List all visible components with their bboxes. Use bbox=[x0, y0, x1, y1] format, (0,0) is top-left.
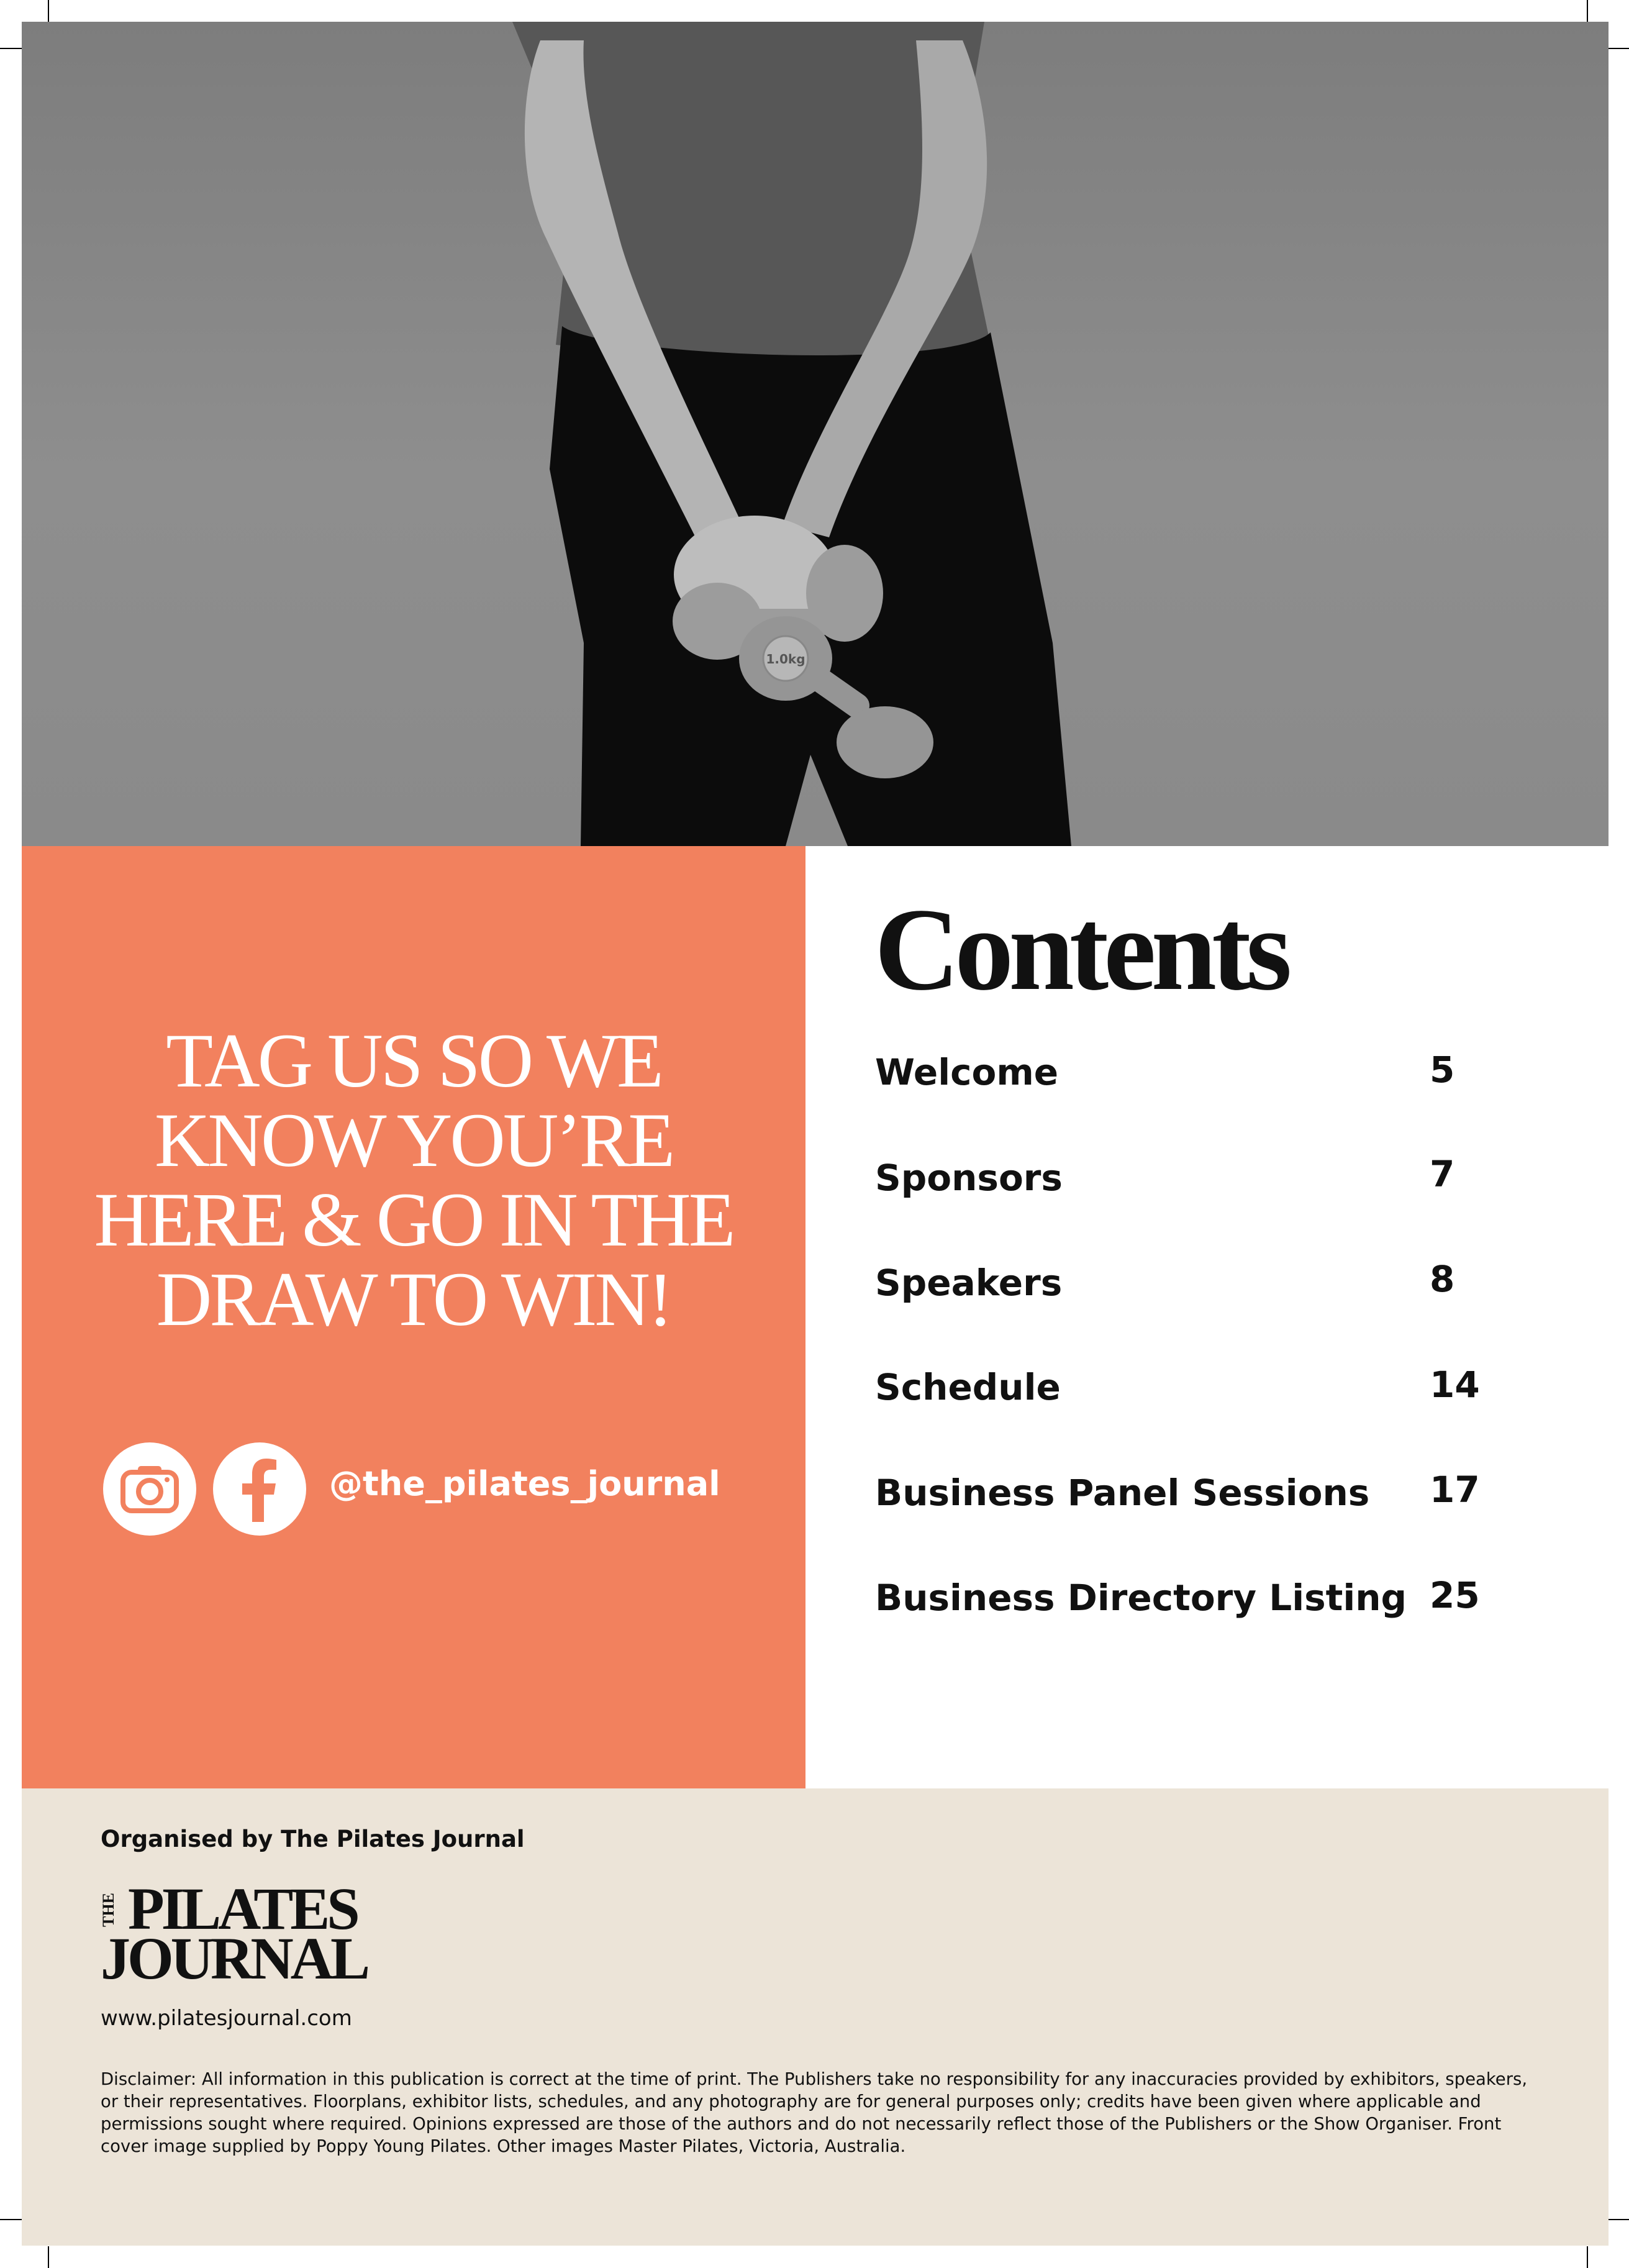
instagram-button[interactable] bbox=[103, 1442, 196, 1536]
logo-line-2: JOURNAL bbox=[101, 1925, 368, 1992]
promo-headline: TAG US SO WE KNOW YOU’RE HERE & GO IN THE DRAW TO WIN! bbox=[94, 1018, 733, 1342]
toc-item-welcome[interactable]: Welcome bbox=[875, 1051, 1059, 1093]
facebook-button[interactable] bbox=[213, 1442, 306, 1536]
social-handle[interactable]: @the_pilates_journal bbox=[329, 1464, 720, 1503]
facebook-icon bbox=[213, 1442, 306, 1536]
toc-item-speakers[interactable]: Speakers bbox=[875, 1262, 1063, 1304]
crop-mark bbox=[48, 2246, 49, 2268]
camera-icon bbox=[103, 1442, 196, 1536]
logo-the: THE bbox=[99, 1893, 117, 1928]
toc-item-schedule[interactable]: Schedule bbox=[875, 1366, 1061, 1408]
disclaimer-text: Disclaimer: All information in this publication is correct at the time of print. The Publishers take no responsibility for any inaccuracies provided by exhibitors, speakers, or their representatives. Floorplans, exhibitor lists, schedules, and any photography are for general purposes only; credits have been given where applicable and permissions sought where required. Opinions expressed are those of the authors and do not necessarily reflect those of the Publishers or the Show Organiser. Front cover image supplied by Poppy Young Pilates. Other images Master Pilates, Victoria, Australia. bbox=[101, 2069, 1528, 2156]
crop-mark bbox=[1587, 0, 1588, 22]
website-link[interactable]: www.pilatesjournal.com bbox=[101, 2006, 352, 2031]
crop-mark bbox=[0, 2219, 22, 2220]
toc-page-sponsors: 7 bbox=[1430, 1153, 1455, 1195]
toc-item-sponsors[interactable]: Sponsors bbox=[875, 1157, 1063, 1199]
crop-mark bbox=[48, 0, 49, 22]
toc-page-welcome: 5 bbox=[1430, 1049, 1455, 1091]
toc-page-schedule: 14 bbox=[1430, 1364, 1480, 1406]
hero-photo bbox=[22, 22, 1609, 846]
logo-line-1: PILATES bbox=[128, 1875, 357, 1942]
crop-mark bbox=[0, 48, 22, 49]
organiser-label: Organised by The Pilates Journal bbox=[101, 1826, 525, 1852]
woman-holding-dumbbells-illustration bbox=[22, 22, 1609, 846]
contents-title: Contents bbox=[874, 885, 1287, 1015]
toc-page-business-panel-sessions: 17 bbox=[1430, 1469, 1480, 1511]
toc-item-business-directory-listing[interactable]: Business Directory Listing bbox=[875, 1577, 1407, 1619]
promo-panel bbox=[22, 846, 805, 1788]
crop-mark bbox=[1609, 48, 1629, 49]
dumbbell-weight-label: 1.0kg bbox=[766, 652, 805, 667]
toc-item-business-panel-sessions[interactable]: Business Panel Sessions bbox=[875, 1472, 1370, 1514]
toc-page-speakers: 8 bbox=[1430, 1258, 1455, 1300]
crop-mark bbox=[1609, 2219, 1629, 2220]
pilates-journal-logo bbox=[99, 1875, 368, 1992]
toc-page-business-directory-listing: 25 bbox=[1430, 1574, 1480, 1616]
footer bbox=[22, 1788, 1609, 2246]
crop-mark bbox=[1587, 2246, 1588, 2268]
